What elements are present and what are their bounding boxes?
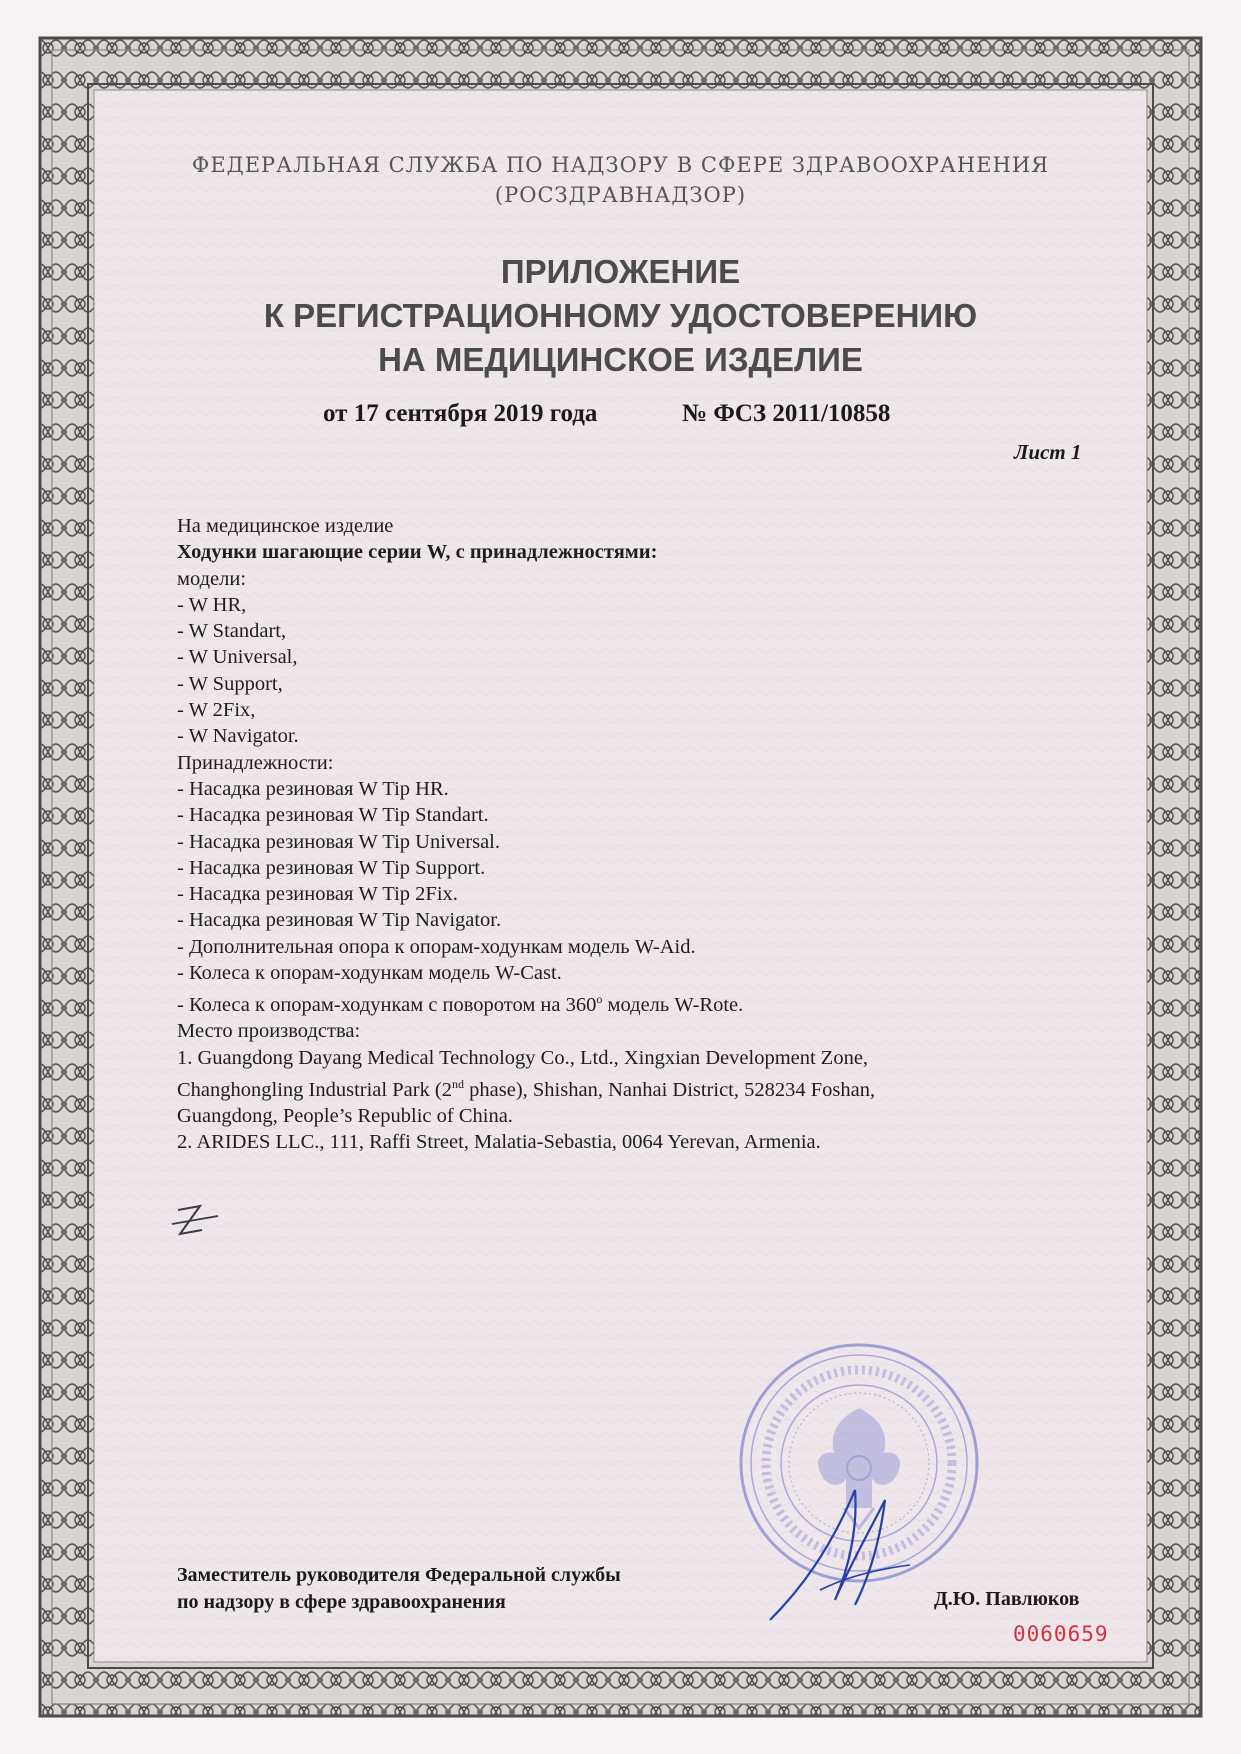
model-item: - W Navigator. — [177, 725, 299, 748]
agency-line2: (РОСЗДРАВНАДЗОР) — [494, 183, 747, 207]
place1-line3: Guangdong, People’s Republic of China. — [177, 1105, 513, 1128]
handwritten-initial-mark — [170, 1200, 230, 1246]
degree-sup: o — [596, 992, 603, 1007]
signatory-position — [177, 1562, 621, 1616]
place-label: Место производства: — [177, 1020, 361, 1043]
sheet-number: Лист 1 — [1014, 440, 1082, 464]
title-line2: К РЕГИСТРАЦИОННОМУ УДОСТОВЕРЕНИЮ — [263, 297, 978, 334]
nd-sup: nd — [452, 1077, 465, 1092]
document-title — [0, 250, 1241, 382]
place1-line2-a: Changhongling Industrial Park (2 — [177, 1078, 453, 1101]
product-name: Ходунки шагающие серии W, с принадлежностями: — [177, 541, 658, 564]
signatory-name: Д.Ю. Павлюков — [934, 1588, 1080, 1610]
rote-suffix: модель W-Rote. — [602, 994, 744, 1017]
accessory-item: - Насадка резиновая W Tip Standart. — [177, 804, 489, 827]
model-item: - W HR, — [177, 593, 247, 616]
accessory-item: - Насадка резиновая W Tip Universal. — [177, 830, 500, 853]
model-item: - W Standart, — [177, 620, 287, 643]
serial-number: 0060659 — [1013, 1622, 1109, 1646]
model-item: - W Support, — [177, 672, 283, 695]
accessory-item-rote — [177, 986, 1077, 1018]
place2: 2. ARIDES LLC., 111, Raffi Street, Malatia-Sebastia, 0064 Yerevan, Armenia. — [177, 1131, 821, 1154]
accessory-item: - Насадка резиновая W Tip 2Fix. — [177, 883, 458, 906]
model-item: - W 2Fix, — [177, 699, 256, 722]
models-label: модели: — [177, 567, 247, 590]
model-item: - W Universal, — [177, 646, 298, 669]
handwritten-signature — [760, 1470, 920, 1630]
accessory-item: - Насадка резиновая W Tip HR. — [177, 777, 449, 800]
position-line1: Заместитель руководителя Федеральной службы — [177, 1564, 621, 1586]
intro-line: На медицинское изделие — [177, 515, 394, 537]
document-body — [177, 513, 1077, 1156]
title-line1: ПРИЛОЖЕНИЕ — [500, 253, 741, 290]
registration-date: от 17 сентября 2019 года — [323, 400, 598, 427]
accessory-item: - Насадка резиновая W Tip Navigator. — [177, 909, 502, 932]
accessory-item: - Насадка резиновая W Tip Support. — [177, 856, 486, 879]
title-line3: НА МЕДИЦИНСКОЕ ИЗДЕЛИЕ — [378, 341, 863, 378]
rote-prefix: - Колеса к опорам-ходункам с поворотом на 360 — [177, 994, 597, 1017]
place1-line1: 1. Guangdong Dayang Medical Technology Co., Ltd., Xingxian Development Zone, — [177, 1046, 869, 1069]
accessory-item: - Дополнительная опора к опорам-ходункам модель W-Aid. — [177, 935, 696, 958]
accessories-label: Принадлежности: — [177, 751, 334, 774]
place1-line2-b: phase), Shishan, Nanhai District, 528234 Foshan, — [464, 1078, 876, 1101]
position-line2: по надзору в сфере здравоохранения — [177, 1591, 506, 1613]
accessory-item: - Колеса к опорам-ходункам модель W-Cast. — [177, 962, 562, 985]
agency-line1: ФЕДЕРАЛЬНАЯ СЛУЖБА ПО НАДЗОРУ В СФЕРЕ ЗДРАВООХРАНЕНИЯ — [191, 153, 1050, 177]
place1-line2 — [177, 1071, 1077, 1103]
registration-number: № ФСЗ 2011/10858 — [682, 400, 891, 427]
agency-header — [0, 150, 1241, 210]
